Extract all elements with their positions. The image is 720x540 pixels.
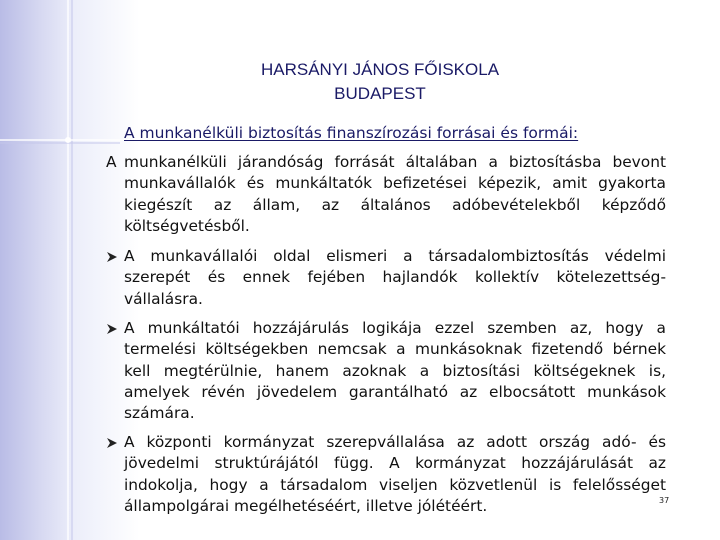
page-number: 37: [659, 496, 670, 505]
arrow-bullet-icon: [106, 318, 120, 339]
bullet-text: A központi kormányzat szerepvállalása az adott ország adó- és jövedelmi struktúrájától függ. A kormányzat hozzájárulását az indokolja, hogy a társadalom viseljen közvetlenül is felelősséget állampolgárai megélhetéséért, illetve jólétéért.: [124, 433, 666, 515]
bullet-text: A munkáltatói hozzájárulás logikája ezzel szemben az, hogy a termelési költségekben nemcsak a munkásoknak fizetendő bérnek kell megtérülnie, hanem azoknak a biztosítási költségeknek is, amelyek révén jövedelem garantálható az elbocsátott munkások számára.: [124, 319, 666, 423]
intro-lead-letter: A: [106, 153, 117, 171]
bullet-text: A munkavállalói oldal elismeri a társadalombiztosítás védelmi szerepét és ennek fejében hajlandók kollektív kötelezettség-vállalásra.: [124, 247, 666, 308]
institution-name: HARSÁNYI JÁNOS FŐISKOLA: [260, 60, 500, 79]
institution-header: [150, 58, 610, 106]
bullet-item: [106, 246, 666, 310]
section-subtitle: A munkanélküli biztosítás finanszírozási forrásai és formái:: [124, 124, 579, 142]
bullet-item: [106, 432, 666, 517]
intro-paragraph: [106, 152, 666, 237]
institution-city: BUDAPEST: [334, 84, 426, 103]
arrow-bullet-icon: [106, 432, 120, 453]
intro-text: munkanélküli járandóság forrását általában a biztosításba bevont munkavállalók és munkáltatók befizetései képezik, amit gyakorta kiegészít az állam, az általános adóbevételekből képződő költségvetésből.: [124, 153, 666, 235]
arrow-bullet-icon: [106, 246, 120, 267]
bullet-item: [106, 318, 666, 424]
